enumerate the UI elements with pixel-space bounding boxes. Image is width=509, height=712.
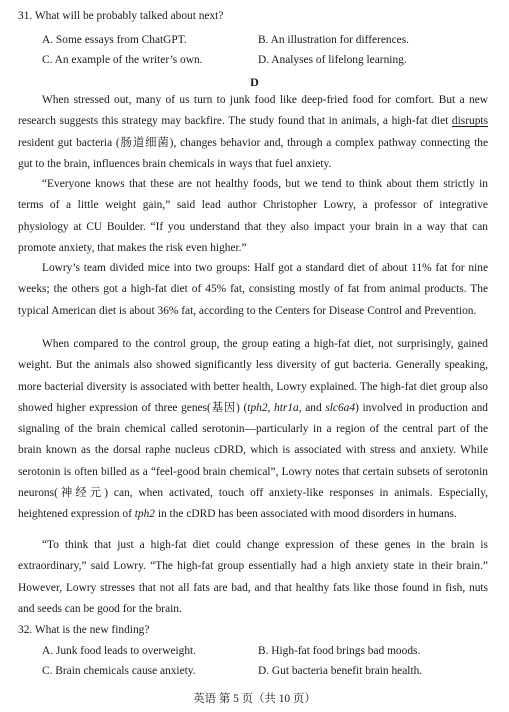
paragraph-4-text-3: , and: [298, 401, 326, 414]
page-footer: 英语 第 5 页（共 10 页）: [193, 693, 316, 705]
passage-paragraph-1: [18, 90, 488, 175]
gene-name-tph2-second: tph2: [134, 508, 155, 521]
question-31-option-b: B. An illustration for differences.: [258, 34, 409, 46]
gene-name-slc6a4: slc6a4: [325, 401, 356, 414]
question-32-stem: 32. What is the new finding?: [18, 624, 150, 636]
question-31-option-a: A. Some essays from ChatGPT.: [42, 34, 187, 46]
question-32-option-b: B. High-fat food brings bad moods.: [258, 645, 421, 657]
paragraph-1-text-start: When stressed out, many of us turn to junk food like deep-fried food for comfort. But a new research suggests this strategy may backfire. The study found that in animals, a high-fat diet: [18, 94, 488, 128]
question-32-option-a: A. Junk food leads to overweight.: [42, 645, 197, 657]
passage-paragraph-5: “To think that just a high-fat diet could change expression of these genes in the brain is extraordinary,” said Lowry. “The high-fat group essentially had a high anxiety state in their brain.” However, Lowry stresses that not all fats are bad, and that healthy fats like those found in fish, nuts and seeds can be good for the brain.: [18, 539, 488, 615]
question-32-option-d: D. Gut bacteria benefit brain health.: [258, 665, 423, 677]
gene-name-htr1a: htr1a: [274, 401, 299, 414]
passage-paragraph-3: Lowry’s team divided mice into two groups: Half got a standard diet of about 11% fat for nine weeks; the others got a high-fat diet of 45% fat, consisting mostly of fat from animal products. The typical American diet is about 36% fat, according to the Centers for Disease Control and Prevention.: [18, 262, 488, 317]
paragraph-4-text-5: in the cDRD has been associated with mood disorders in humans.: [155, 508, 457, 521]
passage-paragraph-2: “Everyone knows that these are not healthy foods, but we tend to think about them strictly in terms of a little weight gain,” said lead author Christopher Lowry, a professor of integrative physiology at CU Boulder. “If you understand that they also impact your brain in a way that can promote anxiety, that makes the risk even higher.”: [18, 178, 488, 254]
question-31-option-c: C. An example of the writer’s own.: [42, 54, 203, 66]
paragraph-4-text-1: When compared to the control group, the group eating a high-fat diet, not surprisingly, gained weight. But the animals also showed significantly less diversity of gut bacteria. Generally speaking, more bacterial diversity is associated with better health, Lowry explained. The high-fat diet group also showed higher expression of three genes(基因) (: [18, 338, 488, 414]
question-32-option-c: C. Brain chemicals cause anxiety.: [42, 665, 196, 677]
paragraph-4-text-2: ,: [267, 401, 275, 414]
passage-paragraph-4: [18, 334, 488, 526]
section-letter: D: [250, 75, 259, 89]
paragraph-1-text-end: resident gut bacteria (肠道细菌), changes behavior and, through a complex pathway connecting the gut to the brain, influences brain chemicals in ways that fuel anxiety.: [18, 136, 488, 170]
gene-name-tph2: tph2: [247, 401, 268, 414]
paragraph-4-text-4: ) involved in production and signaling of the brain chemical called serotonin—particularly in a region of the central part of the brain known as the dorsal raphe nucleus cDRD, which is associated with stress and anxiety. While serotonin is often billed as a “feel-good brain chemical”, Lowry notes that certain subsets of serotonin neurons(神经元) can, when activated, touch off anxiety-like responses in animals. Especially, heightened expression of: [18, 401, 488, 521]
underlined-word-disrupts: disrupts: [451, 115, 488, 128]
question-31-option-d: D. Analyses of lifelong learning.: [258, 54, 407, 66]
question-31-stem: 31. What will be probably talked about next?: [18, 10, 224, 22]
